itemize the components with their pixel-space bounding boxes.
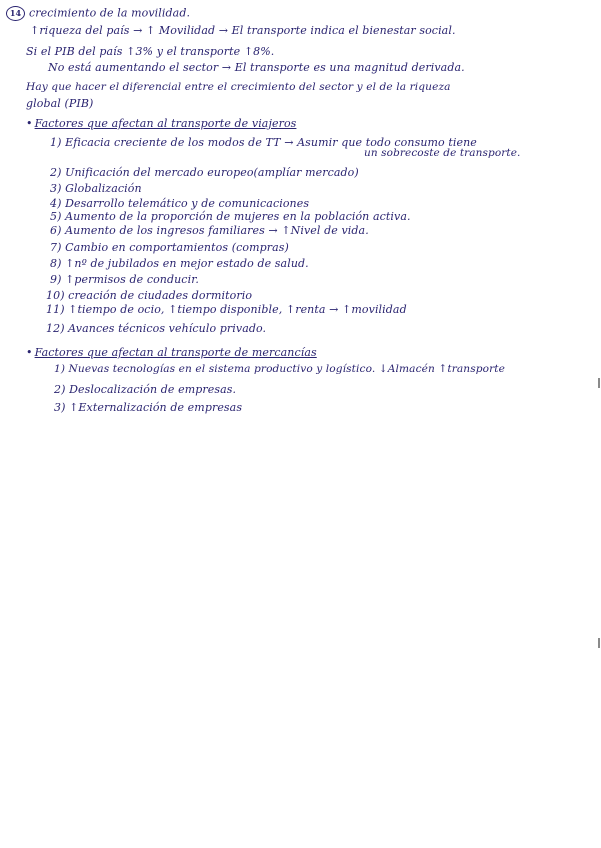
viajeros-item-6: 6) Aumento de los ingresos familiares → ↑Nivel de vida. — [50, 224, 369, 237]
heading-text: Factores que afectan al transporte de mercancías — [34, 346, 317, 359]
bullet-icon: • — [26, 346, 33, 359]
viajeros-item-1: 1) Eficacia creciente de los modos de TT → Asumir que todo consumo tiene — [50, 136, 477, 149]
viajeros-item-10: 10) creación de ciudades dormitorio — [46, 289, 253, 302]
intro-line-5: global (PIB) — [26, 97, 94, 110]
mercancias-item-2: 2) Deslocalización de empresas. — [54, 383, 237, 396]
viajeros-item-12: 12) Avances técnicos vehículo privado. — [46, 322, 267, 335]
viajeros-item-1-cont: un sobrecoste de transporte. — [364, 147, 521, 159]
viajeros-item-2: 2) Unificación del mercado europeo(amplíar mercado) — [50, 166, 359, 179]
section-heading-viajeros — [26, 117, 296, 130]
page-title — [6, 6, 190, 21]
margin-mark-bottom — [598, 638, 600, 648]
item-number-badge: 14 — [6, 6, 25, 21]
mercancias-item-1: 1) Nuevas tecnologías en el sistema productivo y logístico. ↓Almacén ↑transporte — [54, 363, 505, 375]
viajeros-item-4: 4) Desarrollo telemático y de comunicaciones — [50, 197, 310, 210]
intro-line-2: Si el PIB del país ↑3% y el transporte ↑8%. — [26, 45, 275, 58]
viajeros-item-7: 7) Cambio en comportamientos (compras) — [50, 241, 289, 254]
viajeros-item-11: 11) ↑tiempo de ocio, ↑tiempo disponible, ↑renta → ↑movilidad — [46, 303, 407, 316]
bullet-icon: • — [26, 117, 33, 130]
margin-mark-top — [598, 378, 600, 388]
intro-line-3: No está aumentando el sector → El transporte es una magnitud derivada. — [48, 61, 465, 74]
viajeros-item-8: 8) ↑nº de jubilados en mejor estado de salud. — [50, 257, 309, 270]
title-text: crecimiento de la movilidad. — [29, 6, 191, 20]
viajeros-item-5: 5) Aumento de la proporción de mujeres en la población activa. — [50, 210, 411, 223]
intro-line-4: Hay que hacer el diferencial entre el crecimiento del sector y el de la riqueza — [26, 81, 451, 93]
section-heading-mercancias — [26, 346, 317, 359]
viajeros-item-3: 3) Globalización — [50, 182, 142, 195]
intro-line-1: ↑riqueza del país → ↑ Movilidad → El transporte indica el bienestar social. — [30, 24, 456, 37]
mercancias-item-3: 3) ↑Externalización de empresas — [54, 401, 243, 414]
heading-text: Factores que afectan al transporte de viajeros — [34, 117, 297, 130]
viajeros-item-9: 9) ↑permisos de conducir. — [50, 273, 199, 286]
